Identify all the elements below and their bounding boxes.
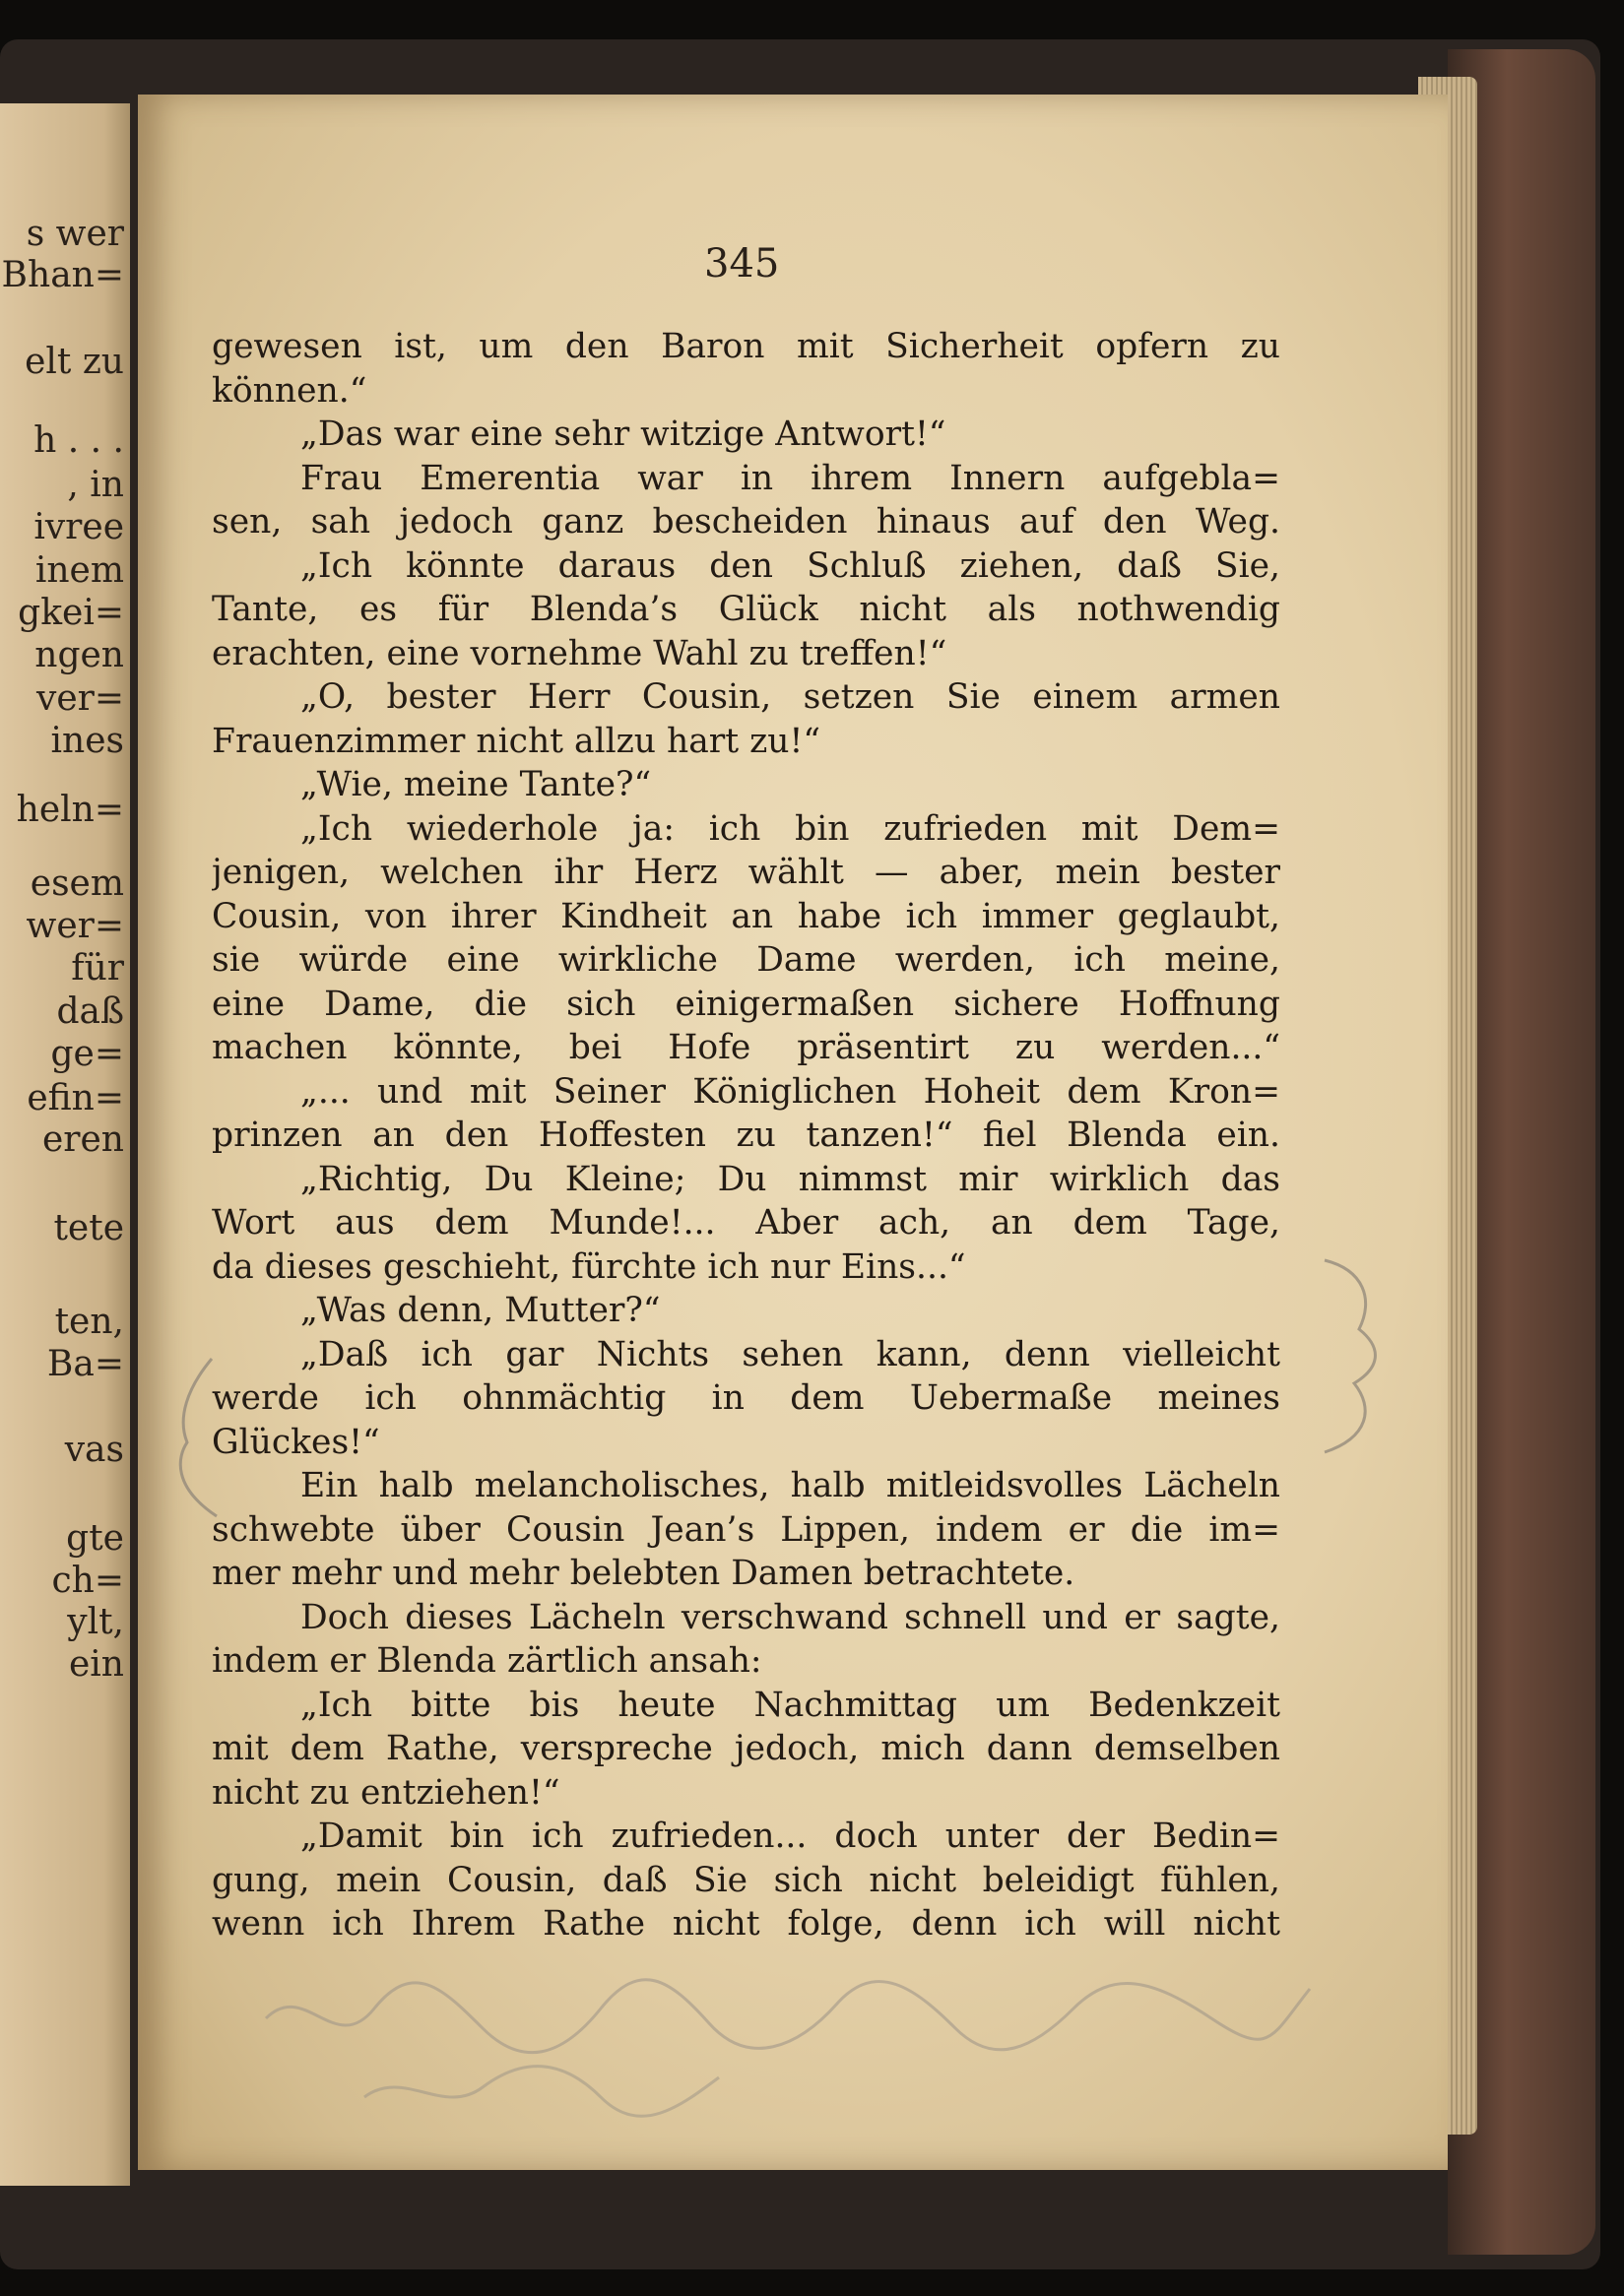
text-line: erachten, eine vornehme Wahl zu treffen!“: [212, 633, 947, 673]
left-page-fragment: gkei=: [18, 593, 124, 633]
left-page-fragment: h . . .: [33, 420, 124, 461]
left-page-fragment: inem: [34, 550, 124, 591]
left-page-fragment: , in: [67, 465, 124, 505]
text-line: „O, bester Herr Cousin, setzen Sie einem armen: [300, 677, 1280, 717]
text-line: Wort aus dem Munde!... Aber ach, an dem Tage,: [212, 1203, 1280, 1243]
text-line: indem er Blenda zärtlich ansah:: [212, 1641, 762, 1681]
text-line: nicht zu entziehen!“: [212, 1772, 560, 1813]
text-line: Glückes!“: [212, 1422, 380, 1462]
left-page-fragment: ein: [68, 1644, 124, 1685]
text-line: „Ich wiederhole ja: ich bin zufrieden mit Dem=: [300, 808, 1280, 849]
left-page-fragment: Ba=: [46, 1344, 124, 1384]
left-page-fragment: ivree: [33, 507, 124, 547]
text-line: Tante, es für Blenda’s Glück nicht als nothwendig: [212, 590, 1280, 629]
text-line: „Ich bitte bis heute Nachmittag um Bedenkzeit: [300, 1685, 1280, 1725]
text-line: „Wie, meine Tante?“: [300, 765, 652, 804]
text-line: eine Dame, die sich einigermaßen sichere Hoffnung: [212, 984, 1280, 1024]
left-page-fragment: esem: [30, 863, 124, 904]
left-page-fragment: ge=: [50, 1034, 124, 1074]
text-line: wenn ich Ihrem Rathe nicht folge, denn ich will nicht: [212, 1904, 1280, 1944]
text-line: „Damit bin ich zufrieden... doch unter der Bedin=: [300, 1817, 1280, 1856]
left-page-fragment: ten,: [54, 1302, 124, 1342]
pencil-bracket-left: [158, 1349, 236, 1526]
text-line: „Das war eine sehr witzige Antwort!“: [300, 415, 946, 454]
left-page-fragment: ines: [50, 721, 124, 761]
text-line: Frauenzimmer nicht allzu hart zu!“: [212, 721, 821, 761]
left-page: [0, 103, 130, 2186]
text-line: schwebte über Cousin Jean’s Lippen, indem er die im=: [212, 1509, 1280, 1550]
left-page-fragment: vas: [64, 1430, 124, 1470]
text-line: machen könnte, bei Hofe präsentirt zu werden...“: [212, 1028, 1280, 1067]
left-page-fragment: eren: [41, 1119, 124, 1160]
text-line: „... und mit Seiner Königlichen Hoheit dem Kron=: [300, 1071, 1280, 1112]
text-line: können.“: [212, 370, 367, 411]
left-page-fragment: ver=: [35, 678, 124, 719]
left-page-fragment: für: [71, 948, 124, 989]
page-number: 345: [704, 241, 780, 287]
text-line: jenigen, welchen ihr Herz wählt — aber, mein bester: [212, 853, 1280, 892]
text-line: prinzen an den Hoffesten zu tanzen!“ fiel Blenda ein.: [212, 1116, 1280, 1155]
text-line: „Daß ich gar Nichts sehen kann, denn vielleicht: [300, 1334, 1280, 1374]
text-line: werde ich ohnmächtig in dem Uebermaße meines: [212, 1378, 1280, 1418]
text-line: „Was denn, Mutter?“: [300, 1291, 661, 1330]
text-line: Cousin, von ihrer Kindheit an habe ich immer geglaubt,: [212, 896, 1280, 936]
text-line: sie würde eine wirkliche Dame werden, ich meine,: [212, 940, 1280, 980]
left-page-fragment: heln=: [16, 790, 124, 830]
left-page-fragment: ch=: [51, 1561, 124, 1601]
left-page-fragment: daß: [56, 991, 124, 1032]
text-line: Frau Emerentia war in ihrem Innern aufgebla=: [300, 458, 1280, 498]
text-line: gewesen ist, um den Baron mit Sicherheit opfern zu: [212, 327, 1280, 366]
pencil-bracket-right: [1305, 1250, 1394, 1467]
left-page-fragment: ngen: [34, 635, 124, 675]
text-line: gung, mein Cousin, daß Sie sich nicht beleidigt fühlen,: [212, 1860, 1280, 1900]
left-page-fragment: elt zu: [25, 342, 124, 382]
left-page-fragment: efin=: [27, 1078, 124, 1118]
text-line: „Ich könnte daraus den Schluß ziehen, daß Sie,: [300, 545, 1280, 586]
pencil-scribble: [246, 1949, 1330, 2127]
text-line: Doch dieses Lächeln verschwand schnell und er sagte,: [300, 1597, 1280, 1637]
left-page-fragment: gte: [66, 1518, 124, 1559]
text-line: „Richtig, Du Kleine; Du nimmst mir wirklich das: [300, 1159, 1280, 1199]
left-page-fragment: tete: [53, 1208, 124, 1248]
text-line: mer mehr und mehr belebten Damen betrachtete.: [212, 1554, 1075, 1593]
text-line: sen, sah jedoch ganz bescheiden hinaus auf den Weg.: [212, 502, 1280, 542]
left-page-fragment: ylt,: [67, 1602, 124, 1642]
left-page-fragment: s wer: [26, 214, 124, 254]
text-line: Ein halb melancholisches, halb mitleidsvolles Lächeln: [300, 1466, 1280, 1505]
left-page-fragment: wer=: [26, 906, 124, 946]
left-page-fragment: Bhan=: [1, 255, 124, 295]
page-text: [212, 325, 1280, 1946]
text-line: da dieses geschieht, fürchte ich nur Eins...“: [212, 1246, 966, 1287]
text-line: mit dem Rathe, verspreche jedoch, mich dann demselben: [212, 1729, 1280, 1768]
